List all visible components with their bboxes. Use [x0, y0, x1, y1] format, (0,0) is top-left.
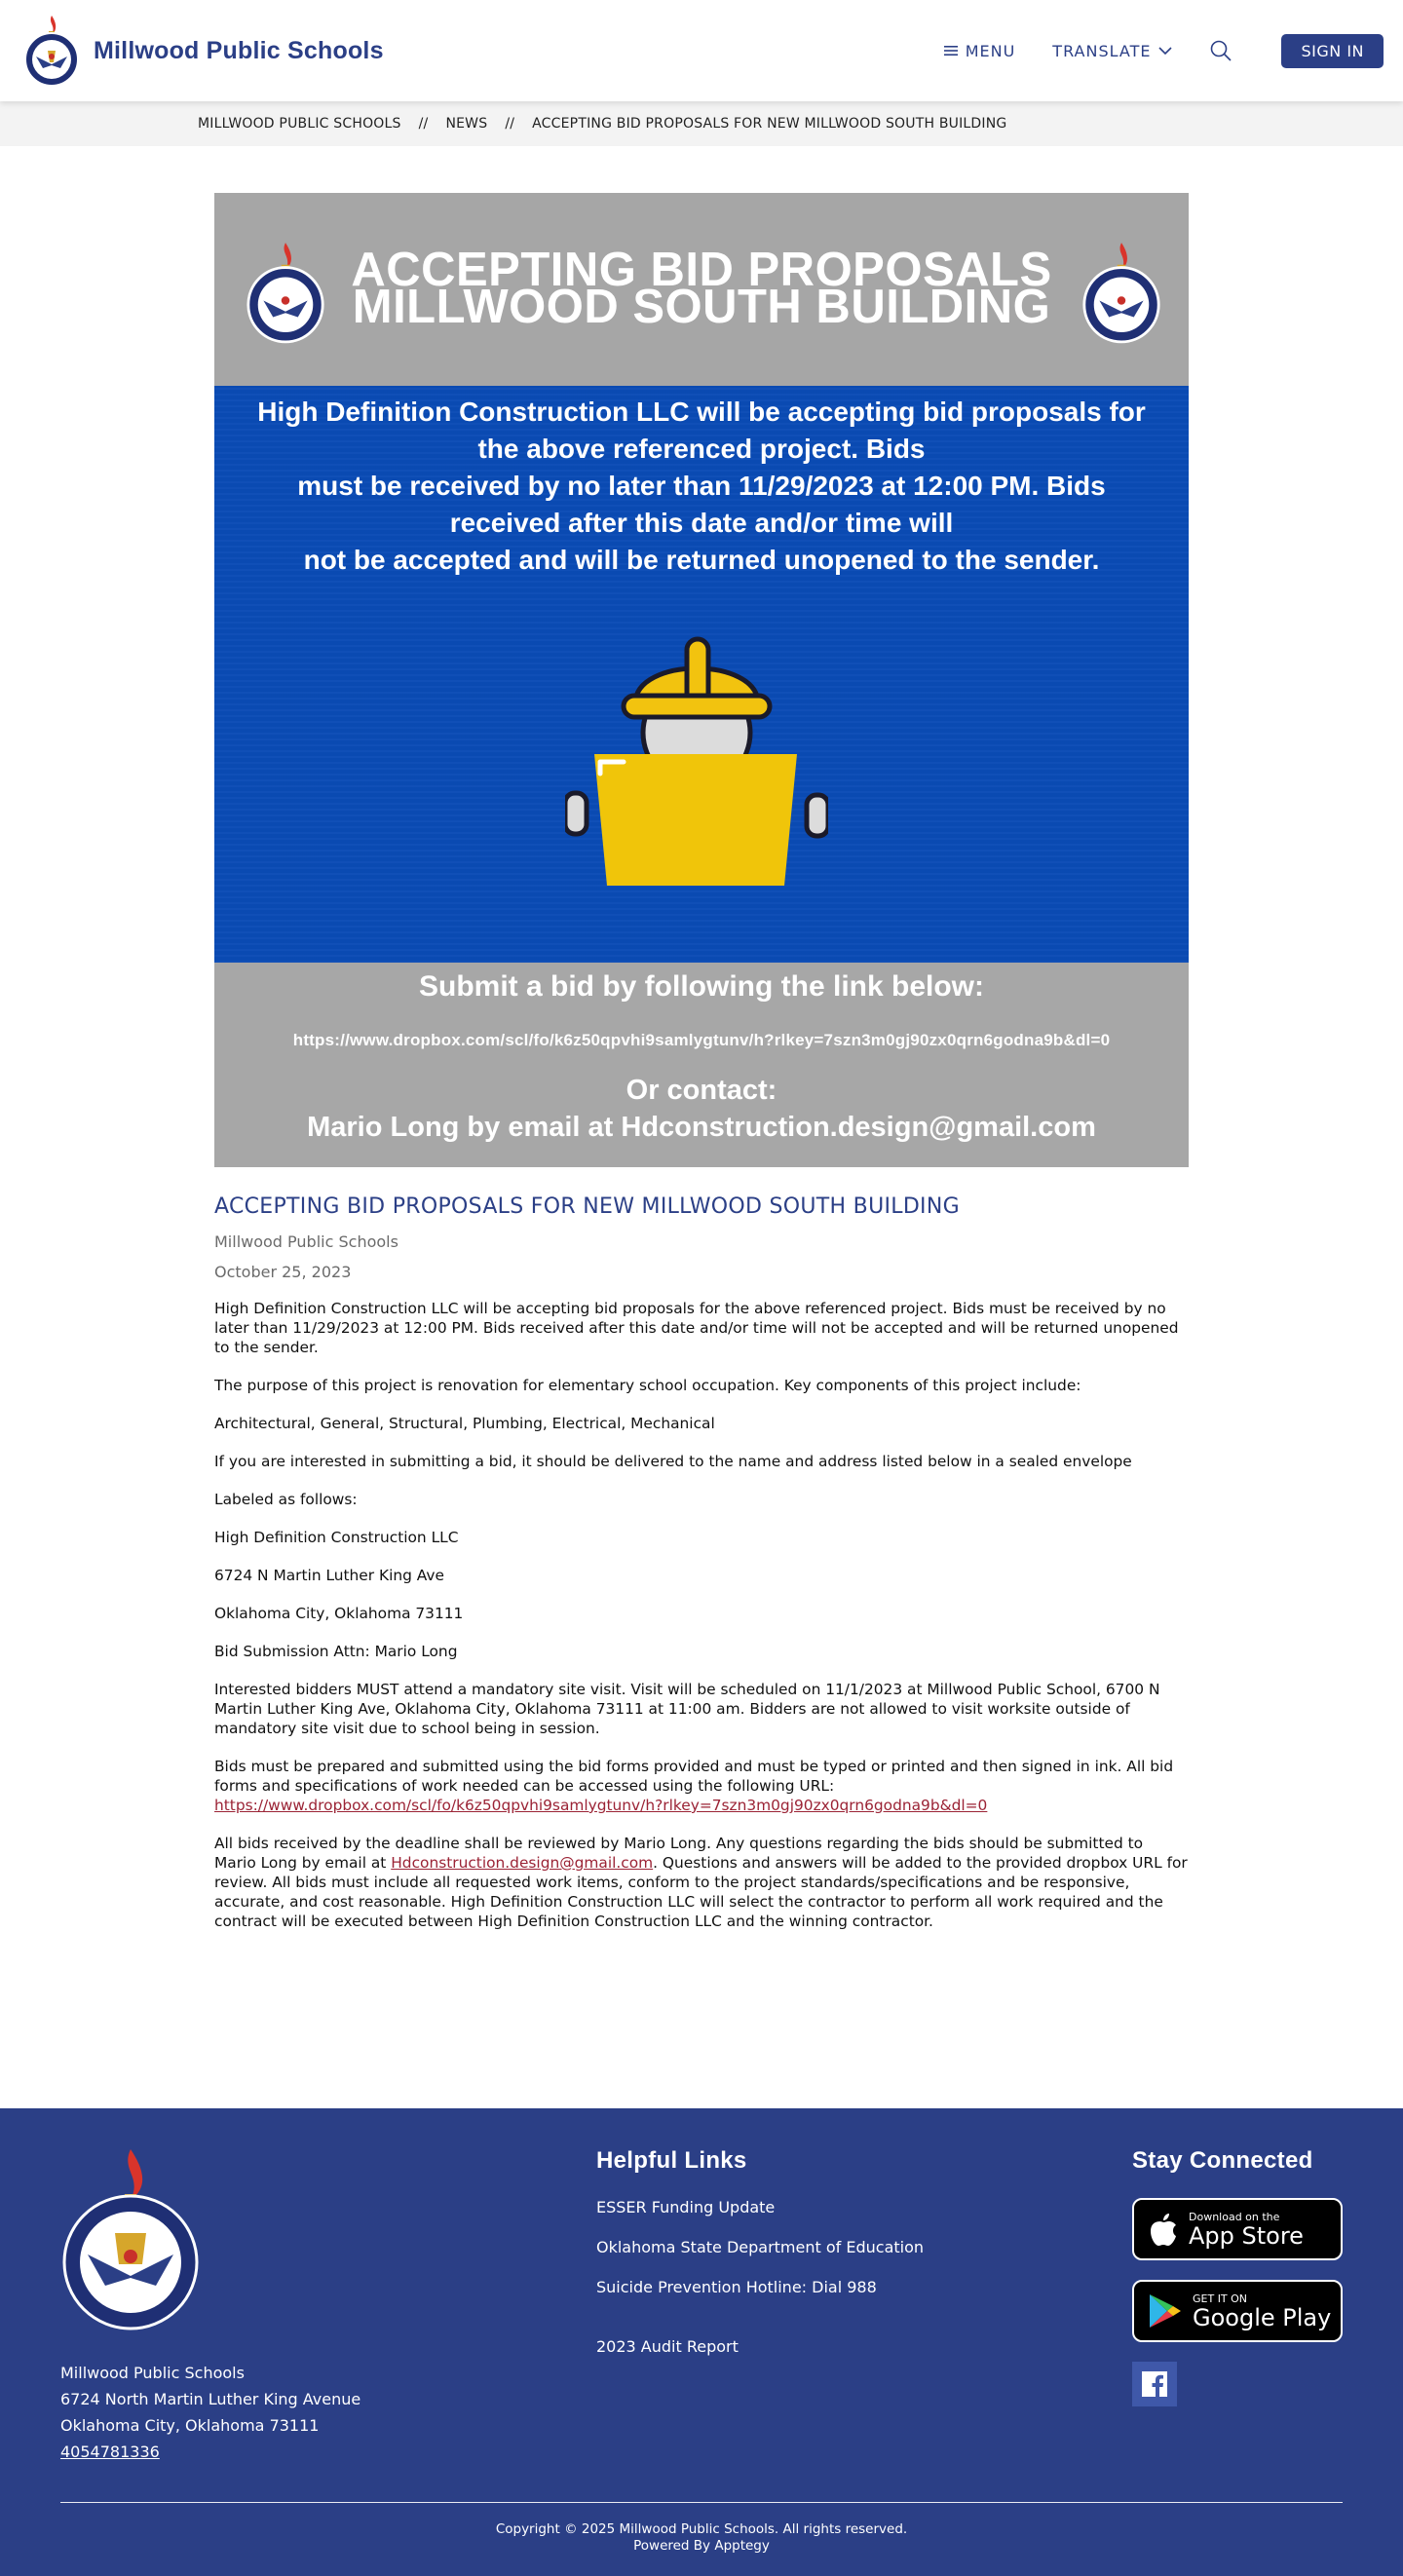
flyer-title	[214, 244, 1189, 333]
hamburger-icon	[944, 45, 958, 57]
stay-connected	[1132, 2147, 1343, 2406]
breadcrumb	[0, 101, 1403, 146]
flyer-message-panel	[214, 386, 1189, 963]
article-paragraph: The purpose of this project is renovation for elementary school occupation. Key components of this project include:	[214, 1377, 1081, 1394]
sign-in-button[interactable]: SIGN IN	[1281, 34, 1384, 68]
header-nav	[907, 34, 1384, 68]
email-link[interactable]: Hdconstruction.design@gmail.com	[391, 1854, 654, 1872]
menu-label: MENU	[965, 41, 1016, 60]
paragraph-text: All bids received by the deadline shall be reviewed by Mario Long. Any questions regarding the bids should be submitted to Mario Long by email at	[214, 1835, 1144, 1872]
facebook-button[interactable]	[1132, 2362, 1177, 2406]
footer-link-osde[interactable]: Oklahoma State Department of Education	[596, 2238, 925, 2256]
app-store-small-text: Download on the	[1189, 2210, 1280, 2223]
google-play-button[interactable]	[1132, 2280, 1343, 2342]
school-seal-logo[interactable]	[23, 14, 80, 88]
article-paragraph: Architectural, General, Structural, Plumbing, Electrical, Mechanical	[214, 1415, 715, 1432]
bid-flyer-image	[214, 193, 1189, 1167]
powered-by-text[interactable]: Powered By Apptegy	[633, 2538, 770, 2554]
flyer-title-line-2: MILLWOOD SOUTH BUILDING	[352, 281, 1051, 333]
flyer-message-line: received after this date and/or time will	[449, 508, 954, 538]
menu-button[interactable]	[944, 42, 1016, 60]
footer-divider	[60, 2502, 1343, 2503]
translate-button[interactable]	[1052, 42, 1172, 60]
site-footer	[0, 2108, 1403, 2576]
footer-phone-link[interactable]: 4054781336	[60, 2443, 160, 2461]
footer-address-line: Oklahoma City, Oklahoma 73111	[60, 2416, 320, 2435]
article-date: October 25, 2023	[214, 1263, 352, 1281]
app-store-button[interactable]	[1132, 2198, 1343, 2260]
paragraph-text: Bids must be prepared and submitted using the bid forms provided and must be typed or printed and then signed in ink. All bid forms and specifications of work needed can be accessed using the following URL:	[214, 1758, 1174, 1795]
breadcrumb-news[interactable]: NEWS	[445, 116, 488, 132]
footer-address	[60, 2360, 360, 2465]
flyer-header	[214, 193, 1189, 386]
flyer-message-line: must be received by no later than 11/29/2023 at 12:00 PM. Bids	[297, 471, 1106, 501]
flyer-footer	[214, 963, 1189, 1167]
google-play-big-text: Google Play	[1193, 2303, 1332, 2331]
breadcrumb-separator: //	[505, 116, 515, 132]
flyer-message-line: not be accepted and will be returned unopened to the sender.	[303, 545, 1100, 575]
breadcrumb-current: ACCEPTING BID PROPOSALS FOR NEW MILLWOOD SOUTH BUILDING	[532, 116, 1007, 132]
article-paragraph: 6724 N Martin Luther King Ave	[214, 1567, 444, 1584]
footer-address-line: Millwood Public Schools	[60, 2364, 245, 2382]
site-title[interactable]: Millwood Public Schools	[94, 36, 384, 64]
footer-link-audit-report[interactable]: 2023 Audit Report	[596, 2337, 739, 2356]
flyer-submit-heading: Submit a bid by following the link below:	[419, 970, 984, 1003]
footer-link-suicide-hotline[interactable]: Suicide Prevention Hotline: Dial 988	[596, 2278, 877, 2296]
flyer-message	[214, 386, 1189, 579]
article-body	[214, 1299, 1189, 1931]
facebook-icon	[1141, 2370, 1168, 2398]
article-author: Millwood Public Schools	[214, 1232, 398, 1251]
app-store-text	[1189, 2211, 1304, 2249]
search-button[interactable]	[1209, 39, 1240, 62]
article-paragraph: Oklahoma City, Oklahoma 73111	[214, 1605, 464, 1622]
flyer-message-line: High Definition Construction LLC will be accepting bid proposals for	[257, 397, 1146, 427]
flyer-url: https://www.dropbox.com/scl/fo/k6z50qpvhi9samlygtunv/h?rlkey=7szn3m0gj90zx0qrn6godna9b&dl=0	[292, 1031, 1111, 1049]
article-title: ACCEPTING BID PROPOSALS FOR NEW MILLWOOD SOUTH BUILDING	[214, 1194, 960, 1219]
chevron-down-icon	[1158, 47, 1172, 56]
breadcrumb-home[interactable]: MILLWOOD PUBLIC SCHOOLS	[198, 116, 401, 132]
breadcrumb-separator: //	[418, 116, 429, 132]
flyer-contact-line-2: Mario Long by email at Hdconstruction.design@gmail.com	[307, 1112, 1096, 1143]
article-paragraph: If you are interested in submitting a bid, it should be delivered to the name and address listed below in a sealed envelope	[214, 1453, 1132, 1470]
article-paragraph: High Definition Construction LLC will be accepting bid proposals for the above referenced project. Bids must be received by no later than 11/29/2023 at 12:00 PM. Bids received after this date and/or time will not be accepted and will be returned unopened to the sender.	[214, 1300, 1179, 1356]
stay-connected-heading: Stay Connected	[1132, 2147, 1313, 2174]
flyer-message-line: the above referenced project. Bids	[477, 434, 926, 464]
translate-label: TRANSLATE	[1052, 41, 1152, 60]
copyright-text: Copyright © 2025 Millwood Public Schools. All rights reserved.	[495, 2521, 908, 2537]
footer-link-esser[interactable]: ESSER Funding Update	[596, 2198, 776, 2216]
article-paragraph: Bid Submission Attn: Mario Long	[214, 1643, 458, 1660]
site-header	[0, 0, 1403, 101]
apple-icon	[1148, 2212, 1179, 2247]
flyer-title-line-1: ACCEPTING BID PROPOSALS	[351, 244, 1052, 296]
google-play-small-text: GET IT ON	[1193, 2292, 1248, 2305]
helpful-links-heading: Helpful Links	[596, 2147, 747, 2174]
dropbox-link[interactable]: https://www.dropbox.com/scl/fo/k6z50qpvhi9samlygtunv/h?rlkey=7szn3m0gj90zx0qrn6godna9b&dl=0	[214, 1797, 988, 1814]
search-icon	[1209, 39, 1232, 62]
google-play-text	[1193, 2292, 1331, 2330]
article-paragraph-with-link	[214, 1757, 1189, 1815]
flyer-contact-line-1: Or contact:	[626, 1075, 777, 1106]
school-seal-icon	[60, 2147, 201, 2332]
article-paragraph: High Definition Construction LLC	[214, 1529, 459, 1546]
construction-worker-icon	[565, 618, 828, 890]
app-store-big-text: App Store	[1189, 2221, 1304, 2250]
school-seal-icon	[1081, 240, 1161, 345]
article-paragraph: Interested bidders MUST attend a mandatory site visit. Visit will be scheduled on 11/1/2023 at Millwood Public School, 6700 N Martin Luther King Ave, Oklahoma City, Oklahoma 73111 at 11:00 am. Bidders are not allowed to visit worksite outside of mandatory site visit due to school being in session.	[214, 1681, 1160, 1737]
main-content	[214, 146, 1189, 2108]
google-play-icon	[1148, 2292, 1183, 2330]
paragraph-text: . Questions and answers will be added to the provided dropbox URL for review. All bids must include all requested work items, conform to the project standards/specifications and be responsive, accurate, and cost reasonable. High Definition Construction LLC will select the contractor to perform all work required and the contract will be executed between High Definition Construction LLC and the winning contractor.	[214, 1854, 1188, 1930]
article-paragraph: Labeled as follows:	[214, 1491, 358, 1508]
helpful-links	[596, 2147, 924, 2377]
flyer-contact	[214, 1072, 1189, 1146]
footer-copyright	[0, 2521, 1403, 2555]
article-paragraph-with-email	[214, 1834, 1189, 1931]
footer-address-line: 6724 North Martin Luther King Avenue	[60, 2390, 361, 2408]
